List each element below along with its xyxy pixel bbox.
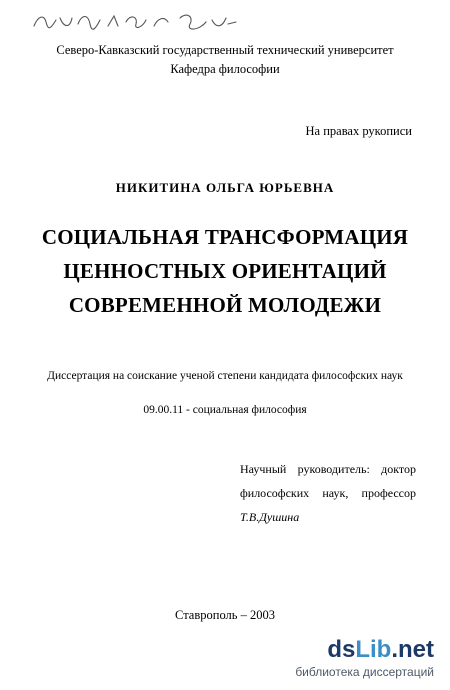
university-name: Северо-Кавказский государственный технический университет (56, 43, 394, 57)
watermark-subtitle: библиотека диссертаций (295, 665, 434, 679)
dissertation-statement: Диссертация на соискание ученой степени кандидата философских наук (47, 370, 403, 382)
watermark-ds: ds (327, 636, 356, 663)
supervisor-word-5: наук, (322, 486, 349, 500)
title-line-2: ЦЕННОСТНЫХ ОРИЕНТАЦИЙ (63, 259, 387, 283)
handwritten-signature (30, 8, 240, 36)
supervisor-line-1 (240, 462, 416, 477)
place-and-year: Ставрополь – 2003 (175, 608, 275, 622)
supervisor-word-1: Научный (240, 462, 287, 476)
author-name: НИКИТИНА ОЛЬГА ЮРЬЕВНА (115, 180, 335, 195)
department-name: Кафедра философии (170, 62, 280, 76)
supervisor-word-2: руководитель: (297, 462, 370, 476)
title-line-1: СОЦИАЛЬНАЯ ТРАНСФОРМАЦИЯ (41, 225, 409, 249)
supervisor-word-3: доктор (381, 462, 416, 476)
watermark-lib: Lib (355, 636, 392, 663)
supervisor-name: Т.В.Душина (240, 510, 300, 524)
manuscript-rights-note: На правах рукописи (305, 124, 412, 138)
watermark-net: .net (391, 636, 434, 663)
title-line-3: СОВРЕМЕННОЙ МОЛОДЕЖИ (68, 293, 382, 317)
supervisor-word-6: профессор (361, 486, 416, 500)
specialty-code: 09.00.11 - социальная философия (143, 404, 307, 416)
watermark-logo (327, 636, 434, 664)
dslib-watermark (295, 636, 436, 682)
supervisor-line-2 (240, 486, 416, 501)
supervisor-word-4: философских (240, 486, 310, 500)
